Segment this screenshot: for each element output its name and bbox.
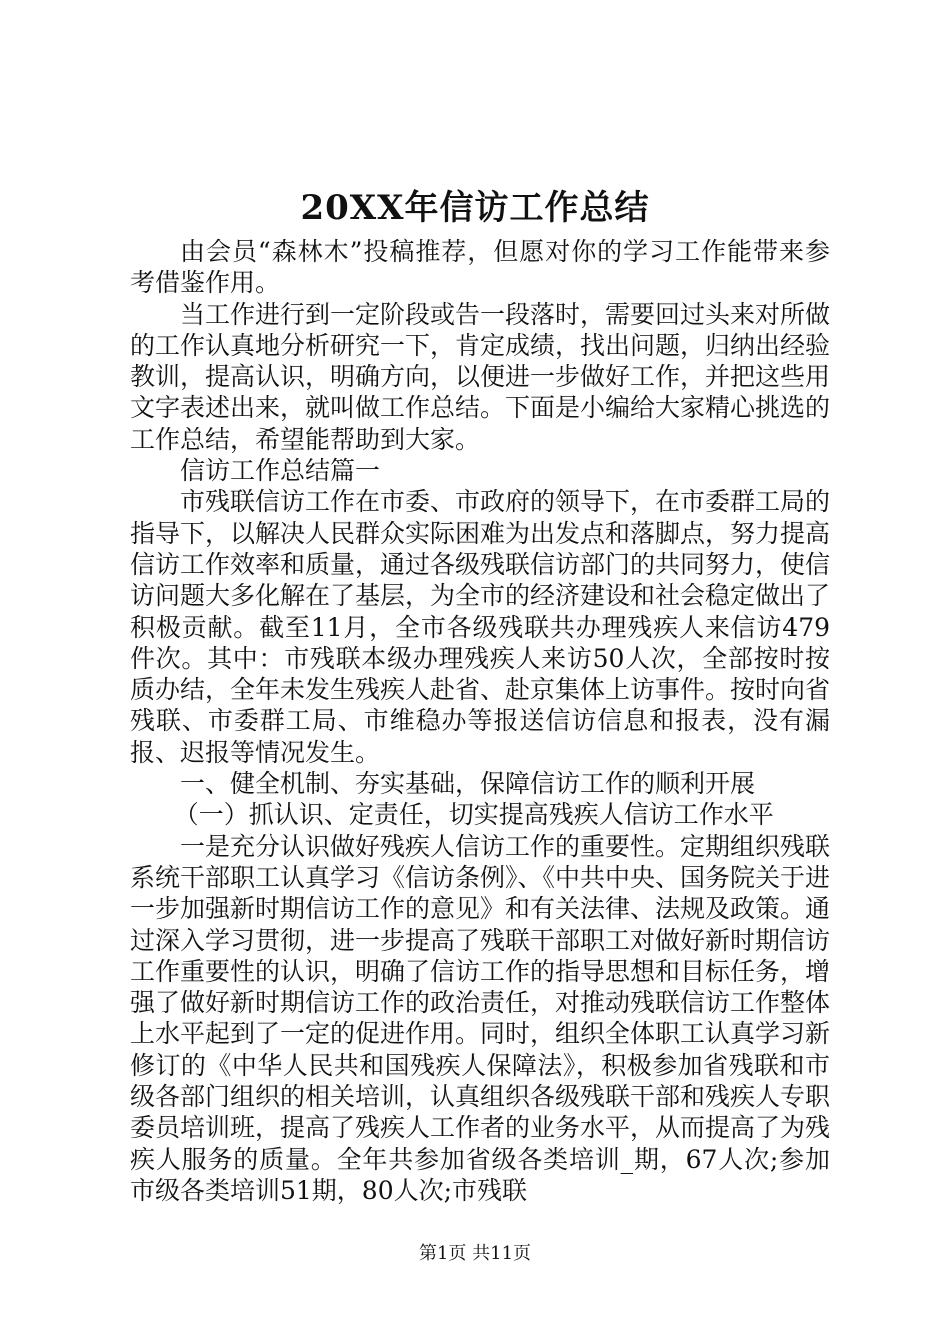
document-body: [130, 236, 830, 1206]
overview-paragraph: 市残联信访工作在市委、市政府的领导下，在市委群工局的指导下，以解决人民群众实际困难为出发点和落脚点，努力提高信访工作效率和质量，通过各级残联信访部门的共同努力，使信访问题大多化解在了基层，为全市的经济建设和社会稳定做出了积极贡献。截至11月，全市各级残联共办理残疾人来信访479件次。其中：市残联本级办理残疾人来访50人次，全部按时按质办结，全年未发生残疾人赴省、赴京集体上访事件。按时向省残联、市委群工局、市维稳办等报送信访信息和报表，没有漏报、迟报等情况发生。: [130, 487, 831, 767]
body-paragraph: 一是充分认识做好残疾人信访工作的重要性。定期组织残联系统干部职工认真学习《信访条例》、《中共中央、国务院关于进一步加强新时期信访工作的意见》和有关法律、法规及政策。通过深入学习贯彻，进一步提高了残联干部职工对做好新时期信访工作重要性的认识，明确了信访工作的指导思想和目标任务，增强了做好新时期信访工作的政治责任，对推动残联信访工作整体上水平起到了一定的促进作用。同时，组织全体职工认真学习新修订的《中华人民共和国残疾人保障法》，积极参加省残联和市级各部门组织的相关培训，认真组织各级残联干部和残疾人专职委员培训班，提高了残疾人工作者的业务水平，从而提高了为残疾人服务的质量。全年共参加省级各类培训_期，67人次;参加市级各类培训51期，80人次;市残联: [130, 831, 831, 1205]
subheading-1: （一）抓认识、定责任，切实提高残疾人信访工作水平: [173, 800, 774, 830]
preface-paragraph: 当工作进行到一定阶段或告一段落时，需要回过头来对所做的工作认真地分析研究一下，肯定成绩，找出问题，归纳出经验教训，提高认识，明确方向，以便进一步做好工作，并把这些用文字表述出来，就叫做工作总结。下面是小编给大家精心挑选的工作总结，希望能帮助到大家。: [130, 299, 831, 454]
intro-paragraph: 由会员“森林木”投稿推荐，但愿对你的学习工作能带来参考借鉴作用。: [130, 237, 830, 298]
page-footer: 第1页 共11页: [418, 1243, 532, 1264]
section-title: 信访工作总结篇一: [180, 456, 381, 486]
heading-1: 一、健全机制、夯实基础，保障信访工作的顺利开展: [180, 769, 756, 799]
document-title: 20XX年信访工作总结: [300, 188, 650, 228]
